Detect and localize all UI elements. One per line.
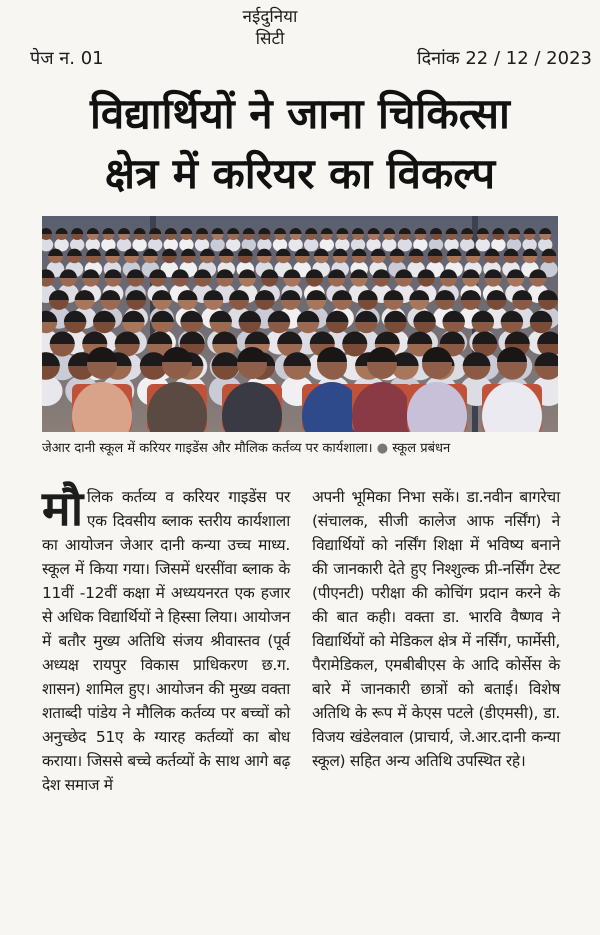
headline <box>0 84 600 204</box>
credit-dot-icon: ● <box>376 441 393 456</box>
student-body <box>210 238 224 251</box>
page-number: पेज न. 01 <box>30 48 104 69</box>
student-body <box>304 238 318 251</box>
headline-line-1: विद्यार्थियों ने जाना चिकित्सा <box>90 89 510 138</box>
caption-text: जेआर दानी स्कूल में करियर गाइडेंस और मौलिक कर्तव्य पर कार्यशाला। <box>42 441 373 456</box>
edition-name: सिटी <box>255 29 285 49</box>
publication-date: दिनांक 22 / 12 / 2023 <box>416 48 592 69</box>
column-1-text: लिक कर्तव्य व करियर गाइडेंस पर एक दिवसीय ब्लाक स्तरीय कार्यशाला का आयोजन जेआर दानी कन्या उच्च माध्य. स्कूल में किया गया। जिसमें धरसींवा ब्लाक के 11वीं -12वीं कक्षा में अध्ययनरत एक हजार से अधिक विद्यार्थियों ने हिस्सा लिया। आयोजन में बतौर मुख्य अतिथि संजय श्रीवास्तव (पूर्व अध्यक्ष रायपुर विकास प्राधिकरण छ.ग. शासन) शामिल हुए। आयोजन की मुख्य वक्ता शताब्दी पांडेय ने मौलिक कर्तव्य पर बच्चों को अनुच्छेद 51ए के ग्यारह कर्तव्यों का बोध कराया। जिससे बच्चे कर्तव्यों के साथ आगे बढ़ देश समाज में <box>42 488 290 794</box>
article-column-1 <box>42 481 290 797</box>
audience-photo-illustration <box>42 216 558 432</box>
photo-caption <box>42 440 562 458</box>
masthead <box>0 6 540 50</box>
article-column-2 <box>312 485 560 773</box>
event-photo <box>42 216 558 432</box>
photo-credit: स्कूल प्रबंधन <box>392 441 451 456</box>
publication-name: नईदुनिया <box>242 7 298 27</box>
column-2-text: अपनी भूमिका निभा सकें। डा.नवीन बागरेचा (संचालक, सीजी कालेज आफ नर्सिंग) ने विद्यार्थियों को नर्सिंग शिक्षा में भविष्य बनाने की जानकारी देते हुए निश्शुल्क प्री-नर्सिंग टेस्ट (पीएनटी) परीक्षा की कोचिंग प्रदान करने के की बात कही। वक्ता डा. भारवि वैष्णव ने विद्यार्थियों को मेडिकल क्षेत्र में नर्सिंग, फार्मेसी, पैरामेडिकल, एमबीबीएस के आदि कोर्सेस के बारे में जानकारी छात्रों को बताई। विशेष अतिथि के रूप में केएस पटले (डीएमसी), डा. विजय खंडेलवाल (प्राचार्य, जे.आर.दानी कन्या स्कूल) सहित अन्य अतिथि उपस्थित रहे। <box>312 488 560 770</box>
drop-cap: मौ <box>42 481 83 537</box>
student-body <box>476 238 490 251</box>
headline-line-2: क्षेत्र में करियर का विकल्प <box>104 149 496 198</box>
